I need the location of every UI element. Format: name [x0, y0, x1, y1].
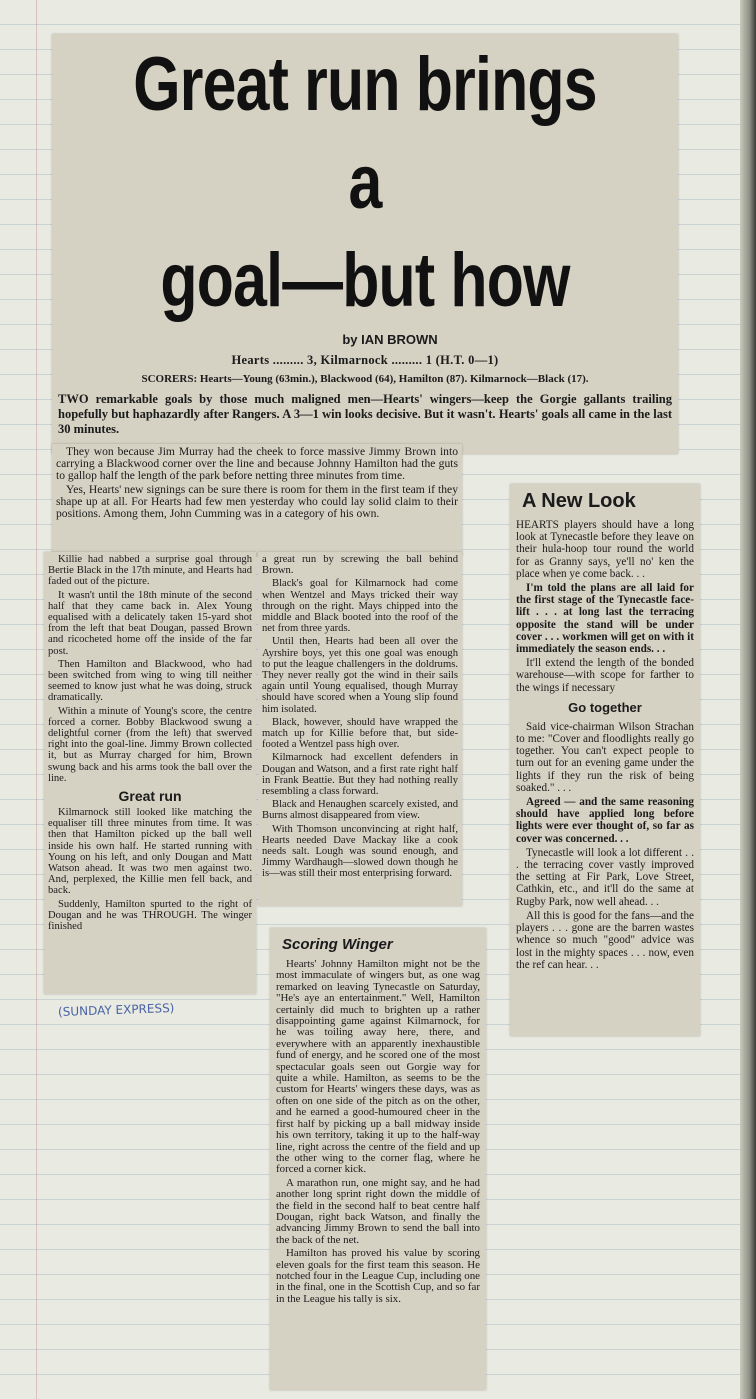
column-paragraph: Kilmarnock had excellent defenders in Dougan and Watson, and a first rate right half in Frank Beattie. But they had nothing really resembling a class forward. [262, 752, 458, 798]
column-paragraph: With Thomson unconvincing at right half, Hearts needed Dave Mackay like a cook needs salt. Lough was sound enough, and Jimmy Wardhaugh—slowed down though he is—was still their most enterprising forward. [262, 823, 458, 880]
column-paragraph: Kilmarnock still looked like matching the equaliser till three minutes from time. It was then that Hamilton picked up the ball well inside his own half. He started running with Young on his left, and only Dougan and Matt Watson ahead. It was two men against two. And, perplexed, the Killie men fell back, and back. [48, 807, 252, 897]
new-look-clipping [510, 484, 700, 1036]
column-paragraph: Until then, Hearts had been all over the Ayrshire boys, yet this one goal was enough to put the league challengers in the doldrums. They never really got the wind in their sails again until Young equalised, though Murray should have scored when a Young slip found him isolated. [262, 636, 458, 715]
scoring-winger-paragraph: Hamilton has proved his value by scoring eleven goals for the first team this season. He notched four in the League Cup, including one in the final, one in the Scottish Cup, and so far in the League his tally is six. [276, 1247, 480, 1305]
new-look-paragraph: I'm told the plans are all laid for the first stage of the Tynecastle face-lift . . . at long last the terracing opposite the stand will be under cover . . . workmen will get on with it immediately the season ends. . . [516, 582, 694, 656]
subhead-great-run: Great run [118, 788, 182, 805]
article-column-1 [44, 552, 256, 994]
new-look-paragraph: It'll extend the length of the bonded warehouse—with scope for farther to the wings if necessary [516, 657, 694, 694]
headline-line-2: goal—but how [160, 238, 570, 323]
headline-clipping [52, 34, 678, 454]
column-paragraph: Then Hamilton and Blackwood, who had been switched from wing to wing till neither seemed to know just what he was doing, struck dramatically. [48, 658, 252, 704]
new-look-paragraph: Agreed — and the same reasoning should have applied long before lights were ever thought of, so far as cover was concerned. . . [516, 796, 694, 845]
scorers-line: SCORERS: Hearts—Young (63min.), Blackwood (64), Hamilton (87). Kilmarnock—Black (17). [141, 373, 589, 385]
scoring-winger-paragraph: A marathon run, one might say, and he had another long sprint right down the middle of the field in the second half to beat centre half Dougan, right back Watson, and finally the advancing Jimmy Brown to send the ball into the back of the net. [276, 1176, 480, 1246]
column-paragraph: Black and Henaughen scarcely existed, and Burns almost disappeared from view. [262, 799, 458, 822]
article-intro: TWO remarkable goals by those much maligned men—Hearts' wingers—keep the Gorgie gallants trailing hopefully but haphazardly after Rangers. A 3—1 win looks decisive. But it wasn't. Hearts' goals all came in the last 30 minutes. [58, 392, 672, 436]
subhead-go-together: Go together [568, 699, 642, 715]
headline-line-1: Great run brings a [133, 42, 597, 225]
column-paragraph: Killie had nabbed a surprise goal through Bertie Black in the 17th minute, and Hearts had faded out of the picture. [48, 554, 252, 588]
lead-paragraphs [52, 444, 462, 556]
column-paragraph: Black's goal for Kilmarnock had come when Wentzel and Mays tricked their way through on the right. Mays chipped into the middle and Black booted into the roof of the net from three yards. [262, 578, 458, 635]
handwritten-source-note: (SUNDAY EXPRESS) [57, 1000, 175, 1020]
lead-paragraph: Yes, Hearts' new signings can be sure there is room for them in the first team if they shape up at all. For Hearts had few men yesterday who could lay solid claim to their positions. Among them, John Cumming was in a category of his own. [56, 483, 458, 520]
byline: by IAN BROWN [342, 332, 438, 347]
article-column-2 [258, 552, 462, 906]
new-look-title: A New Look [522, 490, 636, 512]
score-line: Hearts ......... 3, Kilmarnock ......... 1 (H.T. 0—1) [231, 353, 499, 367]
book-spine [740, 0, 756, 1399]
column-paragraph: Black, however, should have wrapped the match up for Killie before that, but side-footed a Wentzel pass high over. [262, 716, 458, 751]
lead-paragraph: They won because Jim Murray had the cheek to force massive Jimmy Brown into carrying a Blackwood corner over the line and because Johnny Hamilton had the guts to gallop half the length of the park before netting three minutes from time. [56, 445, 458, 482]
column-paragraph: Suddenly, Hamilton spurted to the right of Dougan and he was THROUGH. The winger finished [48, 898, 252, 933]
new-look-paragraph: All this is good for the fans—and the players . . . gone are the barren wastes whence so much "good" advice was lost in the mighty spaces . . . now, even the ref can hear. . . [516, 909, 694, 971]
column-paragraph: It wasn't until the 18th minute of the second half that they came back in. Alex Young equalised with a delicately taken 15-yard shot from the left that beat Dougan, passed Brown and ricocheted home off the inside of the far post. [48, 589, 252, 657]
new-look-paragraph: Tynecastle will look a lot different . . . the terracing cover vastly improved the setting at Fir Park, Love Street, Cathkin, etc., and it'll do the same at Rugby Park, now well ahead. . . [516, 846, 694, 908]
column-paragraph: Within a minute of Young's score, the centre forced a corner. Bobby Blackwood swung a delightful corner (from the left) that swerved right into the goal-line. Jimmy Brown collected it, but as Murray charged for him, Brown swung back and his arms took the ball over the line. [48, 705, 252, 784]
new-look-paragraph: Said vice-chairman Wilson Strachan to me: "Cover and floodlights really go together. You can't expect people to turn out for an evening game under the lights if they run the risk of being soaked." . . . [516, 720, 694, 794]
new-look-paragraph: HEARTS players should have a long look at Tynecastle before they leave on their hula-hoop tour round the world for as Granny says, ye'll no' ken the place when ye come back. . . [516, 519, 694, 580]
column-paragraph: a great run by screwing the ball behind Brown. [262, 554, 458, 577]
scoring-winger-paragraph: Hearts' Johnny Hamilton might not be the most immaculate of wingers but, as one wag remarked on leaving Tynecastle on Saturday, "He's aye an entertainment." Well, Hamilton certainly did much to brighten up a rather disappointing game against Kilmarnock, for he was toiling away here, there, and everywhere with an apparently inexhaustible fund of energy, and he scored one of the most spectacular goals seen out Gorgie way for quite a while. Hamilton, as seems to be the custom for Hearts' wingers these days, was as often on one side of the pitch as on the other, and he earned a good-humoured cheer in the first half by picking up a ball midway inside his own territory, taking it up to the half-way line, right across the centre of the field and up the other wing to the corner flag, where he forced a corner kick. [276, 958, 480, 1176]
scoring-winger-title: Scoring Winger [282, 936, 393, 953]
scoring-winger-clipping [270, 928, 486, 1390]
